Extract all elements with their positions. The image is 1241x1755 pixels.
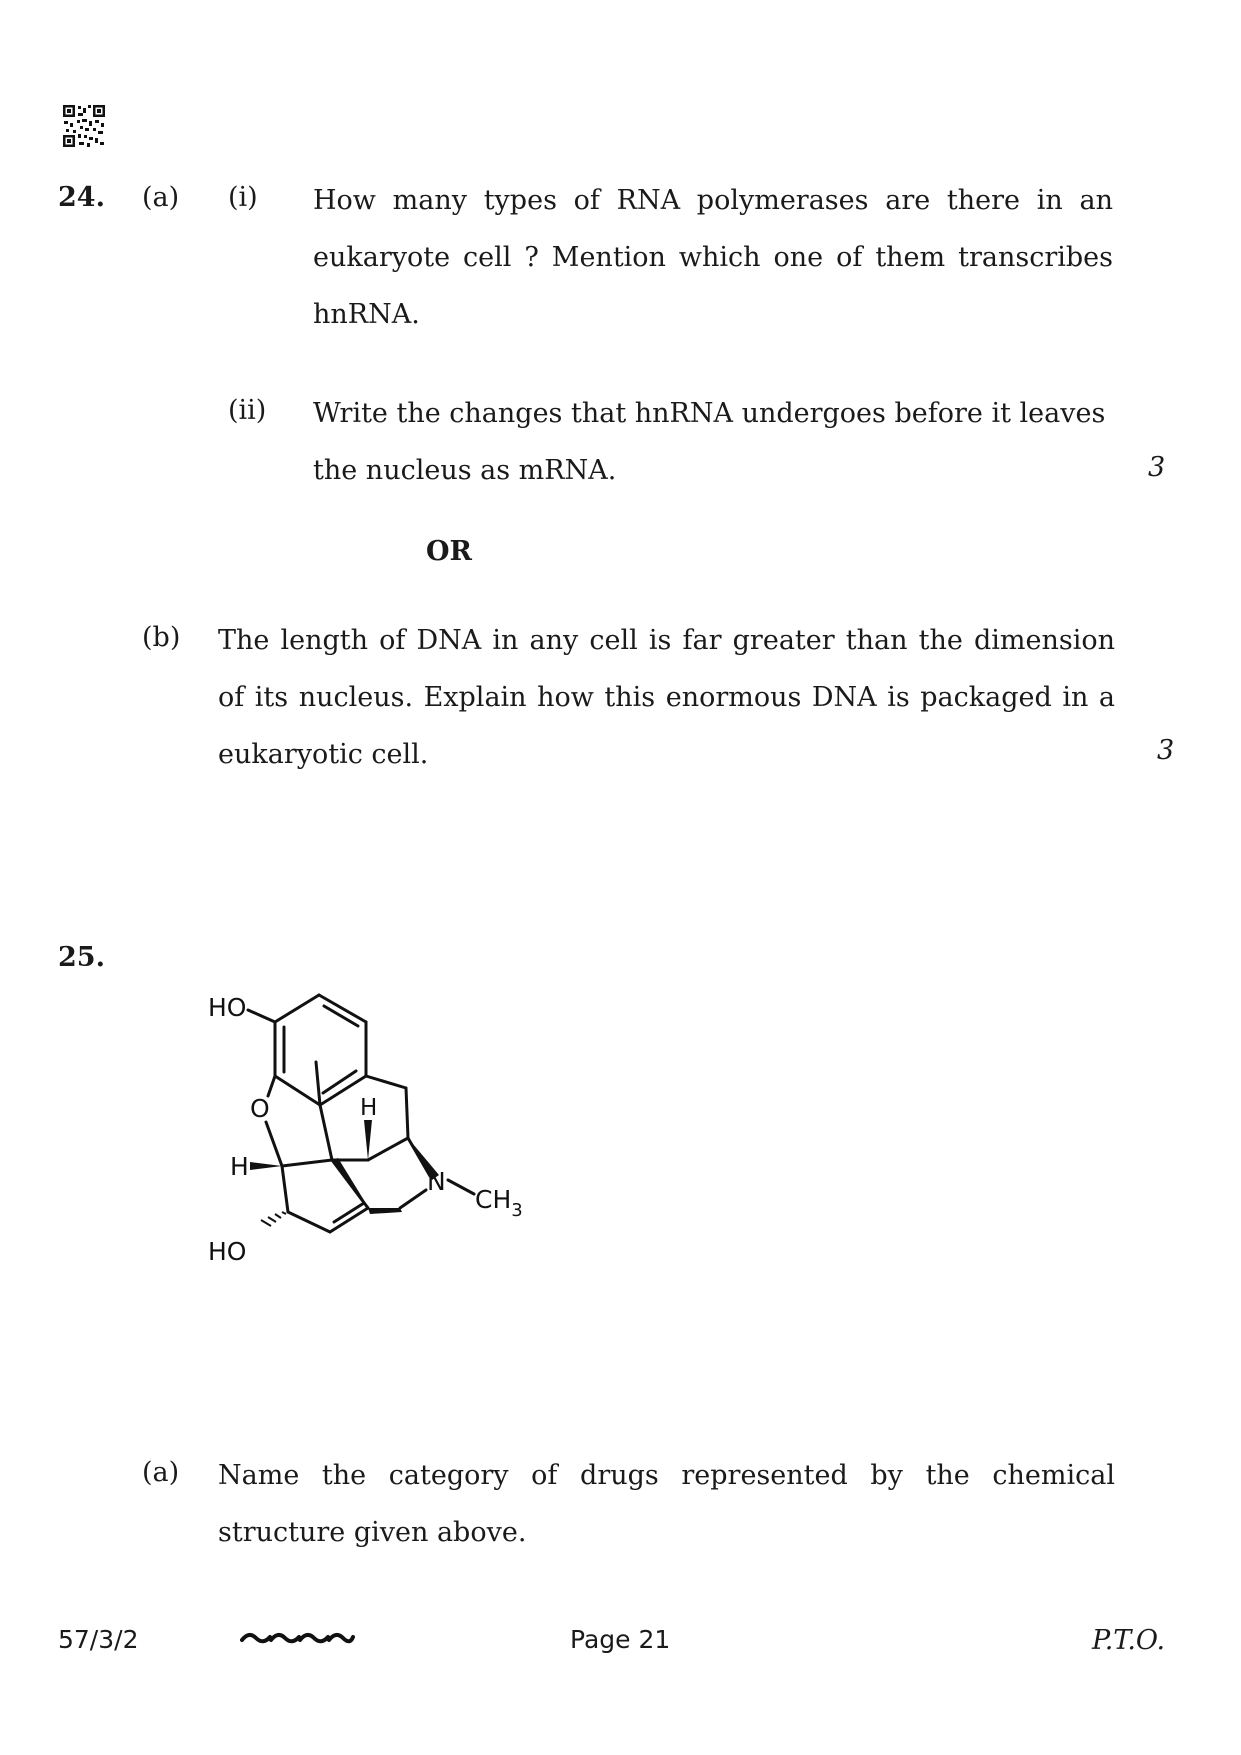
paper-code: 57/3/2 bbox=[58, 1625, 139, 1654]
page-number: Page 21 bbox=[570, 1625, 671, 1654]
or-separator: OR bbox=[426, 536, 472, 567]
question-24-b-marks: 3 bbox=[1157, 735, 1175, 766]
question-25-number: 25. bbox=[58, 942, 105, 973]
h-top-label: H bbox=[360, 1095, 378, 1121]
ho-bottom-label: HO bbox=[208, 1237, 247, 1266]
pto-label: P.T.O. bbox=[1092, 1625, 1166, 1656]
morphine-structure-diagram bbox=[208, 980, 600, 1300]
question-24-a-i-label: (i) bbox=[228, 182, 258, 213]
qr-code-icon bbox=[62, 104, 106, 148]
question-24-a-ii-text: Write the changes that hnRNA undergoes before it leaves the nucleus as mRNA. bbox=[313, 398, 1106, 486]
question-24-a-marks: 3 bbox=[1148, 452, 1166, 483]
question-24-a-i-text: How many types of RNA polymerases are there in an eukaryote cell ? Mention which one of them transcribes hnRNA. bbox=[313, 185, 1113, 330]
svg-text:CH3 bbox=[475, 1185, 523, 1221]
ch3-subscript: 3 bbox=[511, 1200, 523, 1221]
tilde-decoration-icon bbox=[240, 1628, 355, 1648]
h-left-label: H bbox=[230, 1152, 249, 1181]
question-25-part-a-label: (a) bbox=[142, 1457, 180, 1488]
question-24-a-ii-label: (ii) bbox=[228, 395, 267, 426]
ring-oxygen-label: O bbox=[250, 1094, 270, 1123]
ch3-label: CH bbox=[475, 1185, 512, 1214]
question-24-b-text: The length of DNA in any cell is far greater than the dimension of its nucleus. Explain how this enormous DNA is packaged in a eukaryotic cell. bbox=[218, 625, 1115, 770]
question-24-part-a-label: (a) bbox=[142, 182, 180, 213]
ho-top-label: HO bbox=[208, 993, 247, 1022]
question-24-number: 24. bbox=[58, 182, 105, 213]
question-25-a-text: Name the category of drugs represented by the chemical structure given above. bbox=[218, 1460, 1115, 1548]
nitrogen-label: N bbox=[427, 1167, 446, 1196]
question-24-part-b-label: (b) bbox=[142, 622, 181, 653]
